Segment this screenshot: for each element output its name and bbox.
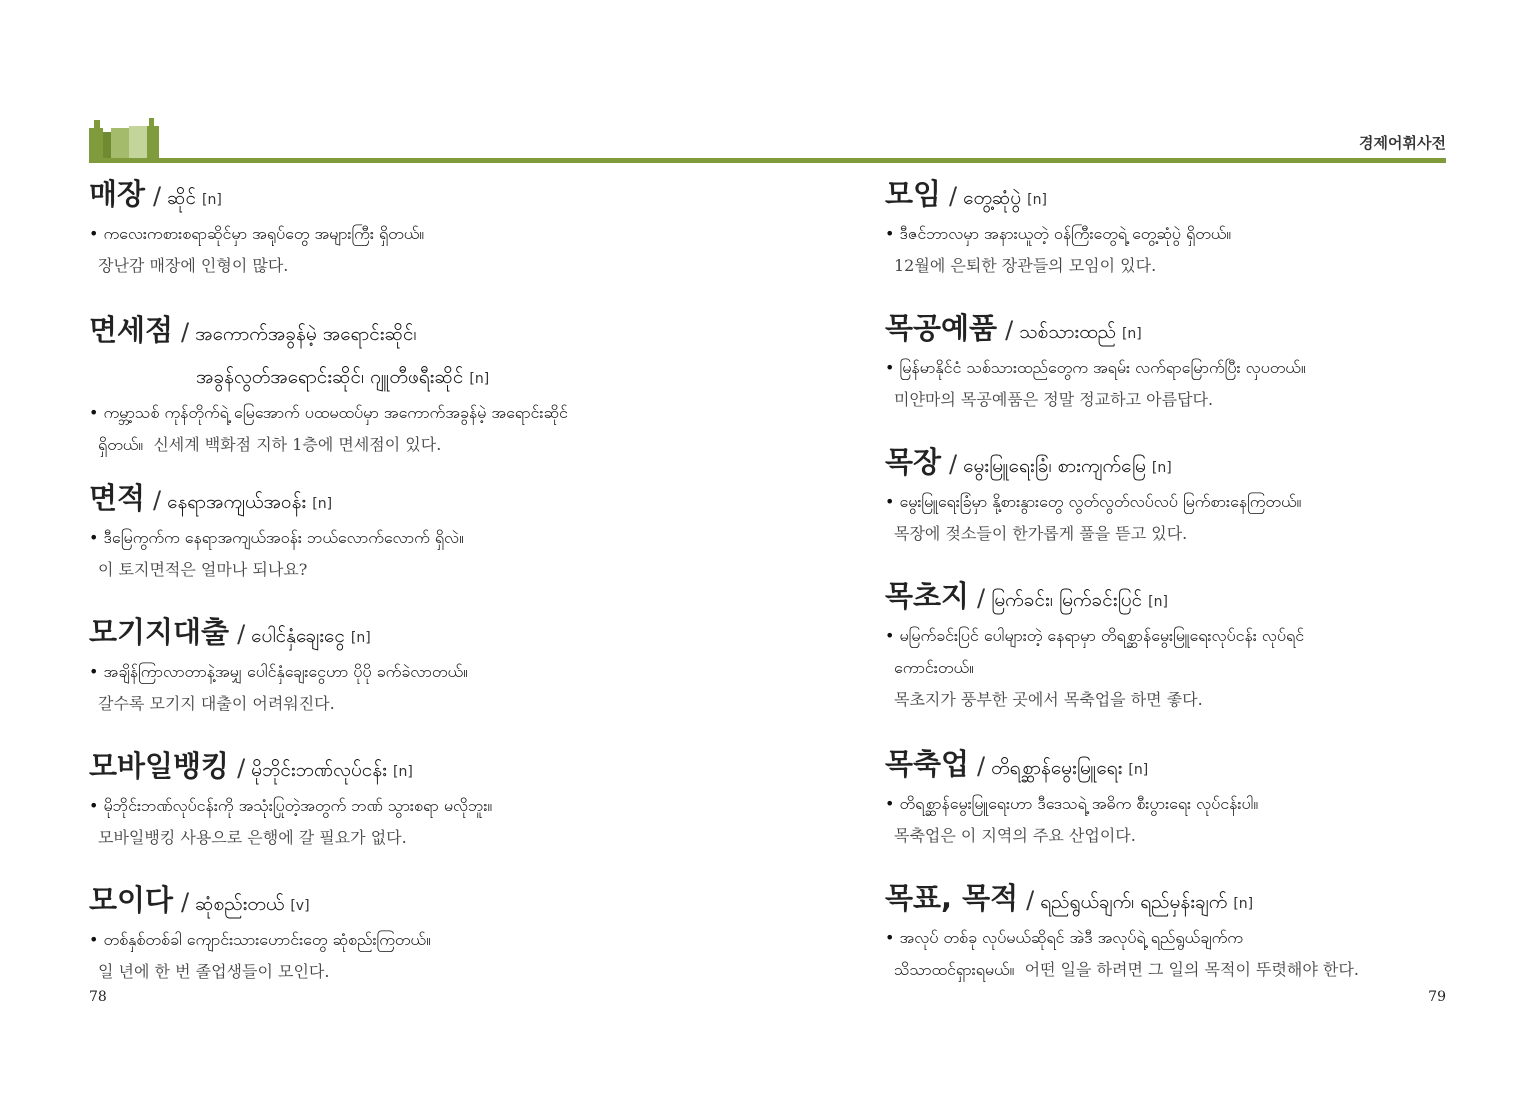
dictionary-entry [89, 882, 769, 988]
slash-separator: / [153, 486, 162, 514]
example-sentence: 모바일뱅킹 사용으로 은행에 갈 필요가 없다. [98, 828, 407, 847]
slash-separator: / [1026, 886, 1035, 914]
slash-separator: / [237, 620, 246, 648]
slash-separator: / [1005, 316, 1014, 344]
dictionary-entry [885, 578, 1465, 716]
definition-text: • ကလေးကစားစရာဆိုင်မှာ အရုပ်တွေ အများကြီး ရှိတယ်။ [89, 224, 425, 243]
part-of-speech: [n] [202, 192, 222, 208]
example-sentence: 미얀마의 목공예품은 정말 정교하고 아름답다. [894, 390, 1214, 409]
dictionary-entry [885, 176, 1465, 282]
headword: 모기지대출 [89, 615, 230, 649]
part-of-speech: [n] [1128, 762, 1149, 778]
slash-separator: / [153, 182, 162, 210]
burmese-meaning: နေရာအကျယ်အဝန်း [167, 491, 307, 513]
headword: 목표, 목적 [885, 881, 1019, 915]
part-of-speech: [v] [290, 898, 310, 914]
header-rule [89, 158, 1446, 163]
part-of-speech: [n] [1233, 896, 1254, 912]
part-of-speech: [n] [469, 371, 490, 387]
page-number-left: 78 [89, 989, 107, 1005]
header-decoration [89, 118, 159, 162]
example-sentence: 이 토지면적은 얼마나 되나요? [98, 560, 308, 579]
burmese-meaning: ဆုံစည်းတယ် [195, 893, 285, 915]
burmese-meaning: တွေ့ဆုံပွဲ [963, 187, 1022, 209]
page-number-right: 79 [1428, 989, 1446, 1005]
headword: 매장 [89, 177, 146, 211]
dictionary-entry [885, 746, 1465, 852]
definition-text: • မြန်မာနိုင်ငံ သစ်သားထည်တွေက အရမ်း လက်ရာမြောက်ပြီး လှပတယ်။ [885, 358, 1306, 377]
definition-text: • ဒီမြေကွက်က နေရာအကျယ်အဝန်း ဘယ်လောက်လောက် ရှိလဲ။ [89, 528, 464, 547]
definition-text: • တစ်နှစ်တစ်ခါ ကျောင်းသားဟောင်းတွေ ဆုံစည်းကြတယ်။ [89, 930, 431, 949]
burmese-meaning: အကောက်အခွန်မဲ့ အရောင်းဆိုင်၊ [195, 323, 417, 345]
burmese-meaning: မွေးမြူရေးခြံ၊ စားကျက်မြေ [963, 455, 1146, 477]
slash-separator: / [181, 318, 190, 346]
burmese-meaning: မိုဘိုင်းဘဏ်လုပ်ငန်း [251, 759, 387, 781]
definition-text-continued: ရှိတယ်။ [98, 435, 144, 454]
book-title: 경제어휘사전 [1359, 134, 1446, 152]
slash-separator: / [949, 182, 958, 210]
slash-separator: / [237, 754, 246, 782]
part-of-speech: [n] [350, 630, 371, 646]
definition-text: • ဒီဇင်ဘာလမှာ အနားယူတဲ့ ဝန်ကြီးတွေရဲ့ တွေ့ဆုံပွဲ ရှိတယ်။ [885, 224, 1232, 243]
dictionary-entry [885, 444, 1465, 550]
headword: 면세점 [89, 313, 174, 347]
slash-separator: / [977, 584, 986, 612]
definition-text: • အလုပ် တစ်ခု လုပ်မယ်ဆိုရင် အဲဒီ အလုပ်ရဲ့ ရည်ရွယ်ချက်က [885, 928, 1243, 947]
slash-separator: / [181, 888, 190, 916]
part-of-speech: [n] [1148, 594, 1168, 610]
example-sentence: 갈수록 모기지 대출이 어려워진다. [98, 694, 335, 713]
example-sentence: 목초지가 풍부한 곳에서 목축업을 하면 좋다. [894, 690, 1203, 709]
dictionary-entry [89, 614, 769, 720]
example-sentence: 목축업은 이 지역의 주요 산업이다. [894, 826, 1136, 845]
dictionary-entry [885, 880, 1465, 986]
burmese-meaning: မြက်ခင်း၊ မြက်ခင်းပြင် [991, 589, 1143, 611]
example-sentence: 어떤 일을 하려면 그 일의 목적이 뚜렷해야 한다. [1024, 960, 1359, 979]
definition-text: • ကမ္ဘာ့သစ် ကုန်တိုက်ရဲ့ မြေအောက် ပထမထပ်မှာ အကောက်အခွန်မဲ့ အရောင်းဆိုင် [89, 403, 568, 422]
example-sentence: 일 년에 한 번 졸업생들이 모인다. [98, 962, 330, 981]
dictionary-entry [89, 748, 769, 854]
definition-text: • မိုဘိုင်းဘဏ်လုပ်ငန်းကို အသုံးပြုတဲ့အတွက် ဘဏ် သွားစရာ မလိုဘူး။ [89, 796, 493, 815]
definition-text-continued: ကောင်းတယ်။ [894, 658, 974, 677]
dictionary-entry [885, 310, 1465, 416]
burmese-meaning: ရည်ရွယ်ချက်၊ ရည်မှန်းချက် [1040, 891, 1228, 913]
definition-text: • အချိန်ကြာလာတာနဲ့အမျှ ပေါင်နှံချေးငွေဟာ ပိုပို ခက်ခဲလာတယ်။ [89, 662, 468, 681]
part-of-speech: [n] [1121, 326, 1142, 342]
definition-text: • မွေးမြူရေးခြံမှာ နို့စားနွားတွေ လွတ်လွတ်လပ်လပ် မြက်စားနေကြတယ်။ [885, 492, 1302, 511]
burmese-meaning: ပေါင်နှံချေးငွေ [251, 625, 345, 647]
dictionary-entry [89, 312, 769, 461]
slash-separator: / [977, 752, 986, 780]
headword: 면적 [89, 481, 146, 515]
headword: 목장 [885, 445, 942, 479]
burmese-meaning-continued: အခွန်လွတ်အရောင်းဆိုင်၊ ဂျူတီဖရီးဆိုင် [196, 366, 464, 388]
dictionary-entry [89, 480, 769, 586]
part-of-speech: [n] [1151, 460, 1172, 476]
headword: 모임 [885, 177, 942, 211]
example-sentence: 신세계 백화점 지하 1층에 면세점이 있다. [153, 435, 442, 454]
dictionary-entry [89, 176, 769, 282]
part-of-speech: [n] [392, 764, 413, 780]
example-sentence: 목장에 젖소들이 한가롭게 풀을 뜯고 있다. [894, 524, 1188, 543]
definition-text-continued: သိသာထင်ရှားရမယ်။ [894, 960, 1015, 979]
headword: 모이다 [89, 883, 174, 917]
burmese-meaning: တိရစ္ဆာန်မွေးမြူရေး [991, 757, 1123, 779]
example-sentence: 장난감 매장에 인형이 많다. [98, 256, 289, 275]
headword: 목초지 [885, 579, 970, 613]
burmese-meaning: သစ်သားထည် [1019, 321, 1116, 343]
headword: 모바일뱅킹 [89, 749, 230, 783]
burmese-meaning: ဆိုင် [167, 187, 197, 209]
headword: 목공예품 [885, 311, 998, 345]
example-sentence: 12월에 은퇴한 장관들의 모임이 있다. [894, 256, 1157, 275]
part-of-speech: [n] [1027, 192, 1047, 208]
slash-separator: / [949, 450, 958, 478]
headword: 목축업 [885, 747, 970, 781]
definition-text: • တိရစ္ဆာန်မွေးမြူရေးဟာ ဒီဒေသရဲ့ အဓိက စီးပွားရေး လုပ်ငန်းပါ။ [885, 794, 1259, 813]
part-of-speech: [n] [312, 496, 333, 512]
definition-text: • မမြက်ခင်းပြင် ပေါများတဲ့ နေရာမှာ တိရစ္ဆာန်မွေးမြူရေးလုပ်ငန်း လုပ်ရင် [885, 626, 1305, 645]
